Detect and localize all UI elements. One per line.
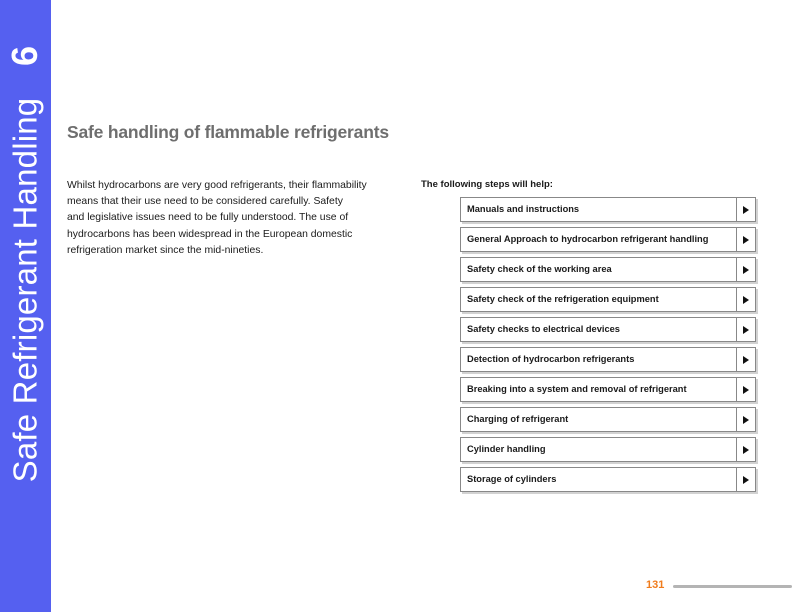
- step-label: Cylinder handling: [467, 444, 546, 454]
- page-title: Safe handling of flammable refrigerants: [67, 122, 389, 142]
- step-label: Detection of hydrocarbon refrigerants: [467, 354, 635, 364]
- chapter-title: Safe Refrigerant Handling: [6, 97, 44, 483]
- step-label: Breaking into a system and removal of refrigerant: [467, 384, 687, 394]
- triangle-right-icon: [743, 476, 749, 484]
- step-link-detection[interactable]: [460, 347, 756, 372]
- step-arrow-button[interactable]: [736, 468, 755, 491]
- intro-line: hydrocarbons has been widespread in the European domestic: [67, 228, 353, 240]
- step-link-manuals[interactable]: [460, 197, 756, 222]
- intro-line: refrigeration market since the mid-nineties.: [67, 244, 264, 256]
- step-arrow-button[interactable]: [736, 288, 755, 311]
- step-arrow-button[interactable]: [736, 378, 755, 401]
- step-label: Safety checks to electrical devices: [467, 324, 620, 334]
- step-arrow-button[interactable]: [736, 348, 755, 371]
- intro-line: means that their use need to be considered carefully. Safety: [67, 196, 343, 208]
- chapter-sidebar: [0, 0, 51, 612]
- intro-paragraph: [67, 178, 397, 259]
- step-label: Charging of refrigerant: [467, 414, 569, 424]
- step-link-charging[interactable]: [460, 407, 756, 432]
- triangle-right-icon: [743, 206, 749, 214]
- triangle-right-icon: [743, 356, 749, 364]
- step-link-working-area[interactable]: [460, 257, 756, 282]
- triangle-right-icon: [743, 266, 749, 274]
- triangle-right-icon: [743, 236, 749, 244]
- triangle-right-icon: [743, 296, 749, 304]
- step-label: General Approach to hydrocarbon refrigerant handling: [467, 234, 709, 244]
- step-arrow-button[interactable]: [736, 438, 755, 461]
- step-label: Manuals and instructions: [467, 204, 580, 214]
- step-link-general-approach[interactable]: [460, 227, 756, 252]
- step-arrow-button[interactable]: [736, 318, 755, 341]
- triangle-right-icon: [743, 326, 749, 334]
- steps-heading: The following steps will help:: [421, 179, 553, 190]
- step-label: Storage of cylinders: [467, 474, 557, 484]
- step-arrow-button[interactable]: [736, 408, 755, 431]
- step-link-cylinder-handling[interactable]: [460, 437, 756, 462]
- triangle-right-icon: [743, 386, 749, 394]
- steps-list: [460, 197, 756, 497]
- step-link-refrigeration-equipment[interactable]: [460, 287, 756, 312]
- step-arrow-button[interactable]: [736, 228, 755, 251]
- step-link-electrical-devices[interactable]: [460, 317, 756, 342]
- step-arrow-button[interactable]: [736, 258, 755, 281]
- page-number: 131: [646, 579, 665, 591]
- intro-line: and legislative issues need to be fully understood. The use of: [67, 212, 349, 224]
- footer-rule: [673, 585, 792, 588]
- triangle-right-icon: [743, 416, 749, 424]
- intro-line: Whilst hydrocarbons are very good refrigerants, their flammability: [67, 180, 367, 191]
- step-arrow-button[interactable]: [736, 198, 755, 221]
- step-label: Safety check of the refrigeration equipment: [467, 294, 659, 304]
- step-link-breaking-into-system[interactable]: [460, 377, 756, 402]
- step-label: Safety check of the working area: [467, 264, 612, 274]
- triangle-right-icon: [743, 446, 749, 454]
- chapter-number: 6: [4, 45, 45, 67]
- step-link-storage[interactable]: [460, 467, 756, 492]
